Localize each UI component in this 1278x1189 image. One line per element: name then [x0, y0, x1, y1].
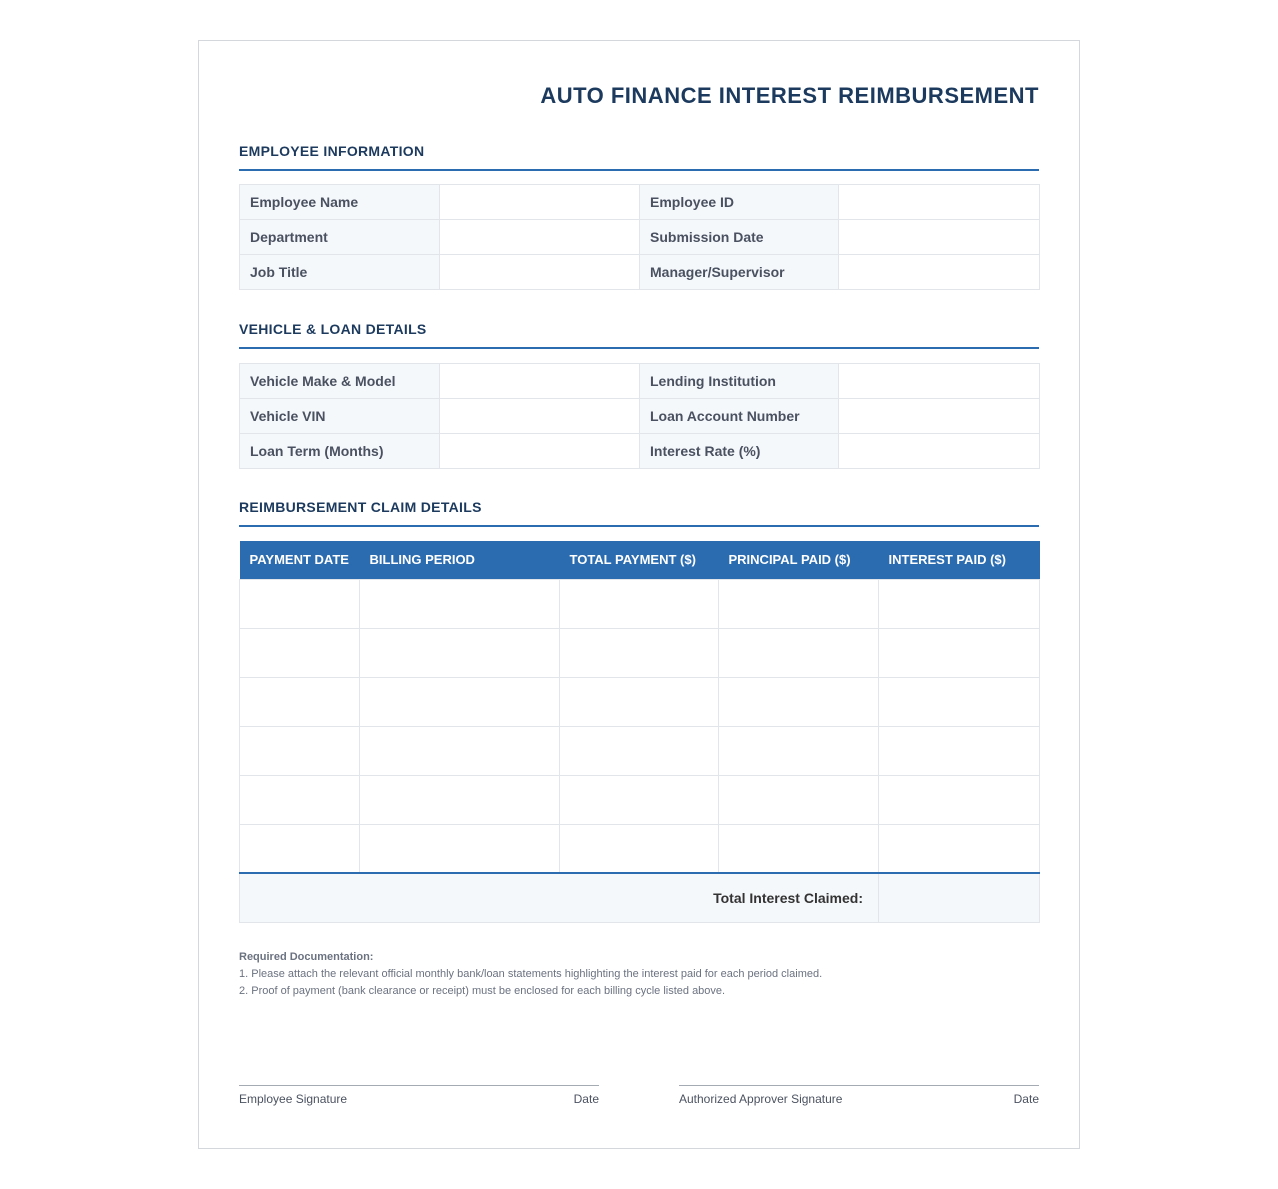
- interest-rate-label: Interest Rate (%): [640, 434, 839, 469]
- table-row: [240, 399, 1040, 434]
- claim-cell[interactable]: [360, 677, 560, 726]
- claim-cell[interactable]: [719, 824, 879, 873]
- vehicle-info-table: [239, 363, 1040, 469]
- vehicle-make-model-label: Vehicle Make & Model: [240, 364, 440, 399]
- table-row: [240, 364, 1040, 399]
- job-title-field[interactable]: [440, 255, 640, 290]
- claim-cell[interactable]: [719, 677, 879, 726]
- employee-date-label: Date: [573, 1092, 599, 1106]
- table-row: [240, 628, 1040, 677]
- submission-date-label: Submission Date: [640, 220, 839, 255]
- interest-rate-field[interactable]: [839, 434, 1040, 469]
- claim-cell[interactable]: [240, 677, 360, 726]
- loan-account-number-label: Loan Account Number: [640, 399, 839, 434]
- loan-term-field[interactable]: [440, 434, 640, 469]
- employee-name-label: Employee Name: [240, 185, 440, 220]
- claim-cell[interactable]: [879, 824, 1040, 873]
- claim-cell[interactable]: [879, 677, 1040, 726]
- claim-cell[interactable]: [360, 824, 560, 873]
- claim-cell[interactable]: [560, 824, 719, 873]
- employee-signature-label: Employee Signature: [239, 1092, 348, 1106]
- claim-cell[interactable]: [560, 726, 719, 775]
- notes-title: Required Documentation:: [239, 951, 374, 963]
- claim-cell[interactable]: [719, 726, 879, 775]
- employee-id-field[interactable]: [839, 185, 1040, 220]
- table-row: [240, 677, 1040, 726]
- claim-cell[interactable]: [360, 775, 560, 824]
- claim-cell[interactable]: [360, 726, 560, 775]
- claim-cell[interactable]: [879, 775, 1040, 824]
- claim-section-heading: REIMBURSEMENT CLAIM DETAILS: [239, 499, 1039, 527]
- lending-institution-field[interactable]: [839, 364, 1040, 399]
- loan-term-label: Loan Term (Months): [240, 434, 440, 469]
- table-row: [240, 726, 1040, 775]
- claim-cell[interactable]: [240, 775, 360, 824]
- claim-cell[interactable]: [719, 775, 879, 824]
- vehicle-vin-field[interactable]: [440, 399, 640, 434]
- claim-cell[interactable]: [560, 579, 719, 628]
- claim-cell[interactable]: [560, 677, 719, 726]
- claim-cell[interactable]: [879, 579, 1040, 628]
- claim-table: [239, 541, 1040, 923]
- claim-cell[interactable]: [560, 775, 719, 824]
- required-documentation: [239, 951, 1039, 1002]
- submission-date-field[interactable]: [839, 220, 1040, 255]
- total-interest-field[interactable]: [879, 873, 1040, 922]
- claim-cell[interactable]: [240, 824, 360, 873]
- approver-signature-label: Authorized Approver Signature: [679, 1092, 843, 1106]
- department-label: Department: [240, 220, 440, 255]
- table-row: [240, 824, 1040, 873]
- col-payment-date: PAYMENT DATE: [240, 541, 360, 579]
- employee-info-table: [239, 184, 1040, 290]
- col-billing-period: BILLING PERIOD: [360, 541, 560, 579]
- employee-signature-line[interactable]: [239, 1085, 599, 1106]
- vehicle-vin-label: Vehicle VIN: [240, 399, 440, 434]
- job-title-label: Job Title: [240, 255, 440, 290]
- approver-date-label: Date: [1013, 1092, 1039, 1106]
- claim-cell[interactable]: [360, 628, 560, 677]
- employee-section-heading: EMPLOYEE INFORMATION: [239, 143, 1039, 171]
- note-item: 2. Proof of payment (bank clearance or receipt) must be enclosed for each billing cycle listed above.: [239, 985, 726, 997]
- page-title: AUTO FINANCE INTEREST REIMBURSEMENT: [540, 83, 1039, 108]
- table-row: [240, 255, 1040, 290]
- total-row: [240, 873, 1040, 922]
- claim-cell[interactable]: [879, 726, 1040, 775]
- claim-cell[interactable]: [240, 579, 360, 628]
- col-principal-paid: PRINCIPAL PAID ($): [719, 541, 879, 579]
- table-row: [240, 775, 1040, 824]
- vehicle-make-model-field[interactable]: [440, 364, 640, 399]
- table-row: [240, 434, 1040, 469]
- claim-cell[interactable]: [719, 579, 879, 628]
- claim-header-row: [240, 541, 1040, 579]
- table-row: [240, 579, 1040, 628]
- manager-field[interactable]: [839, 255, 1040, 290]
- employee-name-field[interactable]: [440, 185, 640, 220]
- claim-cell[interactable]: [879, 628, 1040, 677]
- total-interest-label: Total Interest Claimed:: [240, 873, 879, 922]
- note-item: 1. Please attach the relevant official monthly bank/loan statements highlighting the interest paid for each period claimed.: [239, 968, 823, 980]
- form-page: [198, 40, 1080, 1149]
- claim-cell[interactable]: [240, 628, 360, 677]
- department-field[interactable]: [440, 220, 640, 255]
- col-interest-paid: INTEREST PAID ($): [879, 541, 1040, 579]
- claim-cell[interactable]: [719, 628, 879, 677]
- manager-label: Manager/Supervisor: [640, 255, 839, 290]
- loan-account-number-field[interactable]: [839, 399, 1040, 434]
- vehicle-section-heading: VEHICLE & LOAN DETAILS: [239, 321, 1039, 349]
- table-row: [240, 220, 1040, 255]
- employee-id-label: Employee ID: [640, 185, 839, 220]
- claim-cell[interactable]: [560, 628, 719, 677]
- approver-signature-line[interactable]: [679, 1085, 1039, 1106]
- lending-institution-label: Lending Institution: [640, 364, 839, 399]
- table-row: [240, 185, 1040, 220]
- claim-cell[interactable]: [360, 579, 560, 628]
- claim-cell[interactable]: [240, 726, 360, 775]
- col-total-payment: TOTAL PAYMENT ($): [560, 541, 719, 579]
